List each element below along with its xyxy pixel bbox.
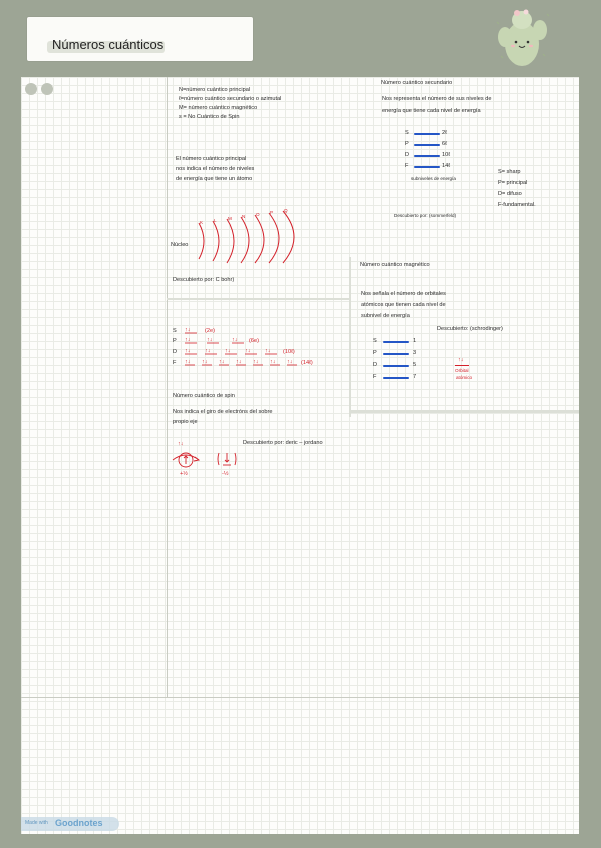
subshell-label: D: [405, 152, 410, 158]
margin-line: [167, 77, 168, 697]
config-box: ↑↓: [225, 348, 231, 354]
orbital-caption: atómico: [456, 375, 473, 380]
section-divider-2: [349, 257, 351, 417]
shell-label: L: [214, 218, 217, 223]
bottom-margin-line: [21, 697, 579, 698]
spin-arrows: ↑↓: [178, 441, 184, 447]
config-box: ↑↓: [232, 337, 238, 343]
config-box: ↑↓: [185, 348, 191, 354]
legend-line: N=número cuántico principal: [179, 87, 251, 93]
section-divider-3: [349, 410, 579, 413]
orbital-bar: [383, 377, 409, 379]
spin-down-icon: [216, 448, 238, 470]
brand-label: Goodnotes: [55, 818, 103, 828]
spin-value-down: -½: [222, 471, 229, 477]
legend-line: s = No Cuántico de Spin: [179, 114, 240, 120]
spin-value-up: +½: [180, 471, 188, 477]
magnetico-desc: atómicos que tienen cada nivel de: [361, 302, 446, 308]
orbital-symbol: ↑↓: [458, 357, 464, 363]
config-box: ↑↓: [253, 359, 259, 365]
config-box: ↑↓: [219, 359, 225, 365]
spin-discovered: Descubierto por: deric – jordano: [243, 440, 323, 446]
config-box: ↑↓: [245, 348, 251, 354]
config-box: ↑↓: [270, 359, 276, 365]
spin-desc: Nos indica el giro de electróns del sobre: [173, 409, 273, 415]
config-box: ↑↓: [202, 359, 208, 365]
secundario-desc: Nos representa el número de sus niveles de: [382, 96, 492, 102]
spin-heading: Número cuántico de spin: [173, 393, 235, 399]
subshell-label: S: [405, 130, 409, 136]
subshell-caption: subniveles de energía: [411, 176, 456, 181]
shell-label: N: [242, 214, 246, 219]
secundario-heading: Número cuántico secundario: [381, 80, 453, 86]
nucleus-label: Núcleo: [171, 242, 189, 248]
orbital-underline: [455, 365, 469, 366]
config-count: (2e): [205, 328, 215, 334]
config-box: ↑↓: [287, 359, 293, 365]
subshell-label: F: [405, 163, 409, 169]
shell-label: Q: [284, 208, 288, 213]
subshell-value: 10ℓ: [442, 152, 451, 158]
config-label: F: [173, 360, 177, 366]
orbital-value: 7: [413, 374, 417, 380]
config-label: P: [173, 338, 177, 344]
config-box: ↑↓: [185, 327, 191, 333]
secundario-discovered: Descubierto por: (sommerfeld): [394, 213, 457, 218]
subshell-key: S= sharp: [498, 169, 521, 175]
config-box: ↑↓: [185, 359, 191, 365]
subshell-value: 6ℓ: [442, 141, 447, 147]
shell-label: O: [256, 212, 260, 217]
shell-label: M: [228, 216, 232, 221]
shell-label: K: [200, 220, 204, 225]
magnetico-desc: subnivel de energía: [361, 313, 410, 319]
orbital-value: 1: [413, 338, 417, 344]
orbital-bar: [383, 353, 409, 355]
page-dot-1: [25, 83, 37, 95]
config-box: ↑↓: [205, 348, 211, 354]
config-box: ↑↓: [265, 348, 271, 354]
legend-line: ℓ=número cuántico secundario o azimutal: [179, 96, 282, 102]
config-count: (14ℓ): [301, 360, 313, 366]
subshell-label: P: [405, 141, 409, 147]
config-count: (6e): [249, 338, 259, 344]
secundario-desc: energía que tiene cada nivel de energía: [382, 108, 481, 114]
page-dot-2: [41, 83, 53, 95]
config-underlines: [181, 331, 321, 371]
principal-desc: nos indica el número de niveles: [176, 166, 255, 172]
subshell-bar: [414, 166, 440, 168]
made-with-label: Made with: [25, 820, 48, 826]
title-card: [27, 17, 253, 61]
cactus-sticker-icon: [491, 4, 553, 70]
magnetico-discovered: Descubierto: (schrodinger): [437, 326, 503, 332]
orbital-value: 5: [413, 362, 417, 368]
subshell-bar: [414, 155, 440, 157]
goodnotes-badge: [21, 817, 119, 831]
principal-desc: El número cuántico principal: [176, 156, 247, 162]
orbital-label: S: [373, 338, 377, 344]
orbital-bar: [383, 341, 409, 343]
config-label: D: [173, 349, 178, 355]
orbital-value: 3: [413, 350, 417, 356]
config-box: ↑↓: [236, 359, 242, 365]
section-divider-1: [167, 298, 351, 300]
config-box: ↑↓: [207, 337, 213, 343]
config-count: (10ℓ): [283, 349, 295, 355]
config-box: ↑↓: [185, 337, 191, 343]
subshell-key: D= difuso: [498, 191, 522, 197]
shell-label: P: [270, 210, 274, 215]
orbital-label: D: [373, 362, 378, 368]
orbital-label: F: [373, 374, 377, 380]
magnetico-heading: Número cuántico magnético: [360, 262, 430, 268]
orbital-label: P: [373, 350, 377, 356]
subshell-bar: [414, 144, 440, 146]
subshell-bar: [414, 133, 440, 135]
principal-discovered: Descubierto por: C bohr): [173, 277, 235, 283]
subshell-key: P= principal: [498, 180, 528, 186]
magnetico-desc: Nos señala el número de orbitales: [361, 291, 446, 297]
subshell-value: 14ℓ: [442, 163, 451, 169]
subshell-value: 2ℓ: [442, 130, 447, 136]
subshell-key: F-fundamental.: [498, 202, 536, 208]
spin-desc: propio eje: [173, 419, 198, 425]
legend-line: M= número cuántico magnético: [179, 105, 258, 111]
orbital-bar: [383, 365, 409, 367]
page-title: Números cuánticos: [52, 37, 164, 52]
orbital-caption: Orbital: [455, 368, 469, 373]
spin-rotation-icon: [171, 448, 201, 472]
principal-desc: de energía que tiene un átomo: [176, 176, 253, 182]
note-sheet: [21, 77, 579, 834]
config-label: S: [173, 328, 177, 334]
